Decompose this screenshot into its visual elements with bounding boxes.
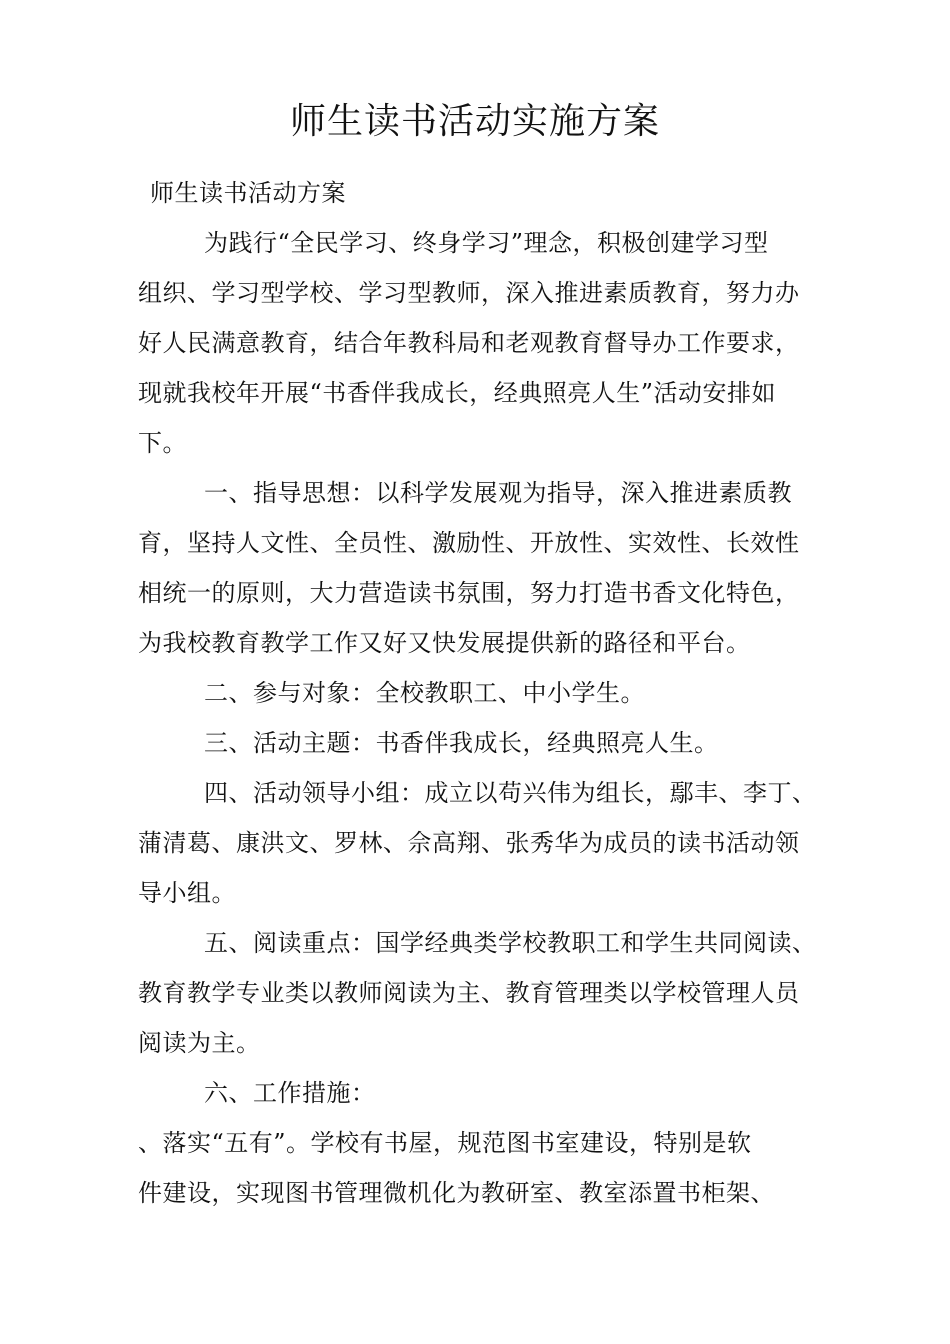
body-line: 、落实“五有”。学校有书屋，规范图书室建设，特别是软 [138, 1129, 752, 1157]
body-line: 为践行“全民学习、终身学习”理念，积极创建学习型 [204, 229, 769, 257]
body-line: 二、参与对象：全校教职工、中小学生。 [204, 679, 645, 707]
body-line: 现就我校年开展“书香伴我成长，经典照亮人生”活动安排如 [138, 379, 777, 407]
document-title: 师生读书活动实施方案 [289, 101, 660, 142]
body-line: 阅读为主。 [138, 1029, 261, 1057]
body-line: 相统一的原则，大力营造读书氛围，努力打造书香文化特色， [138, 579, 800, 607]
body-line: 下。 [138, 429, 187, 457]
body-line: 六、工作措施： [204, 1079, 376, 1107]
body-line: 教育教学专业类以教师阅读为主、教育管理类以学校管理人员 [138, 979, 800, 1007]
body-line: 好人民满意教育，结合年教科局和老观教育督导办工作要求， [138, 329, 800, 357]
body-line: 一、指导思想：以科学发展观为指导，深入推进素质教 [204, 479, 792, 507]
body-line: 四、活动领导小组：成立以苟兴伟为组长，鄢丰、李丁、 [204, 779, 817, 807]
body-line: 为我校教育教学工作又好又快发展提供新的路径和平台。 [138, 629, 751, 657]
body-line: 蒲清葛、康洪文、罗林、佘高翔、张秀华为成员的读书活动领 [138, 829, 800, 857]
subtitle-line: 师生读书活动方案 [150, 179, 346, 207]
body-line: 导小组。 [138, 879, 236, 907]
body-line: 组织、学习型学校、学习型教师，深入推进素质教育，努力办 [138, 279, 800, 307]
body-line: 五、阅读重点：国学经典类学校教职工和学生共同阅读、 [204, 929, 817, 957]
body-line: 三、活动主题：书香伴我成长，经典照亮人生。 [204, 729, 719, 757]
body-line: 件建设，实现图书管理微机化为教研室、教室添置书柜架、 [138, 1179, 775, 1207]
body-line: 育，坚持人文性、全员性、激励性、开放性、实效性、长效性 [138, 529, 800, 557]
